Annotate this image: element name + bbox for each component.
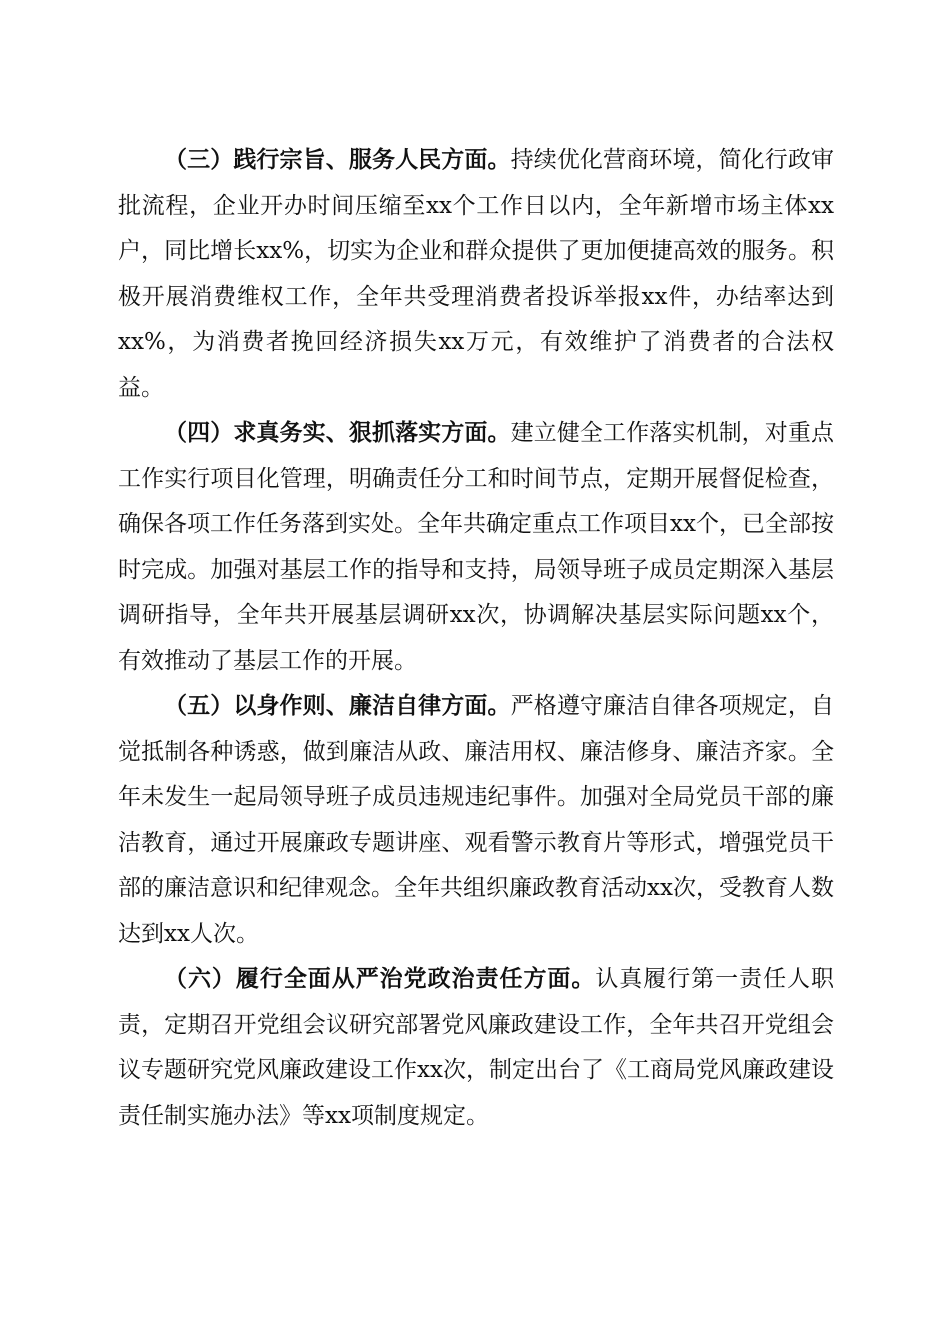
document-body <box>118 138 834 1139</box>
paragraph-heading: （四）求真务实、狠抓落实方面。 <box>164 420 511 446</box>
paragraph-5 <box>118 684 834 957</box>
paragraph-3 <box>118 138 834 411</box>
paragraph-text: 认真履行第一责任人职责，定期召开党组会议研究部署党风廉政建设工作，全年共召开党组会议专题研究党风廉政建设工作xx次，制定出台了《工商局党风廉政建设责任制实施办法》等xx项制度规定。 <box>118 966 835 1129</box>
paragraph-4 <box>118 411 834 684</box>
paragraph-heading: （六）履行全面从严治党政治责任方面。 <box>164 966 596 992</box>
paragraph-text: 持续优化营商环境，简化行政审批流程，企业开办时间压缩至xx个工作日以内，全年新增市场主体xx户，同比增长xx%，切实为企业和群众提供了更加便捷高效的服务。积极开展消费维权工作，全年共受理消费者投诉举报xx件，办结率达到xx%，为消费者挽回经济损失xx万元，有效维护了消费者的合法权益。 <box>118 147 835 401</box>
paragraph-heading: （五）以身作则、廉洁自律方面。 <box>164 693 511 719</box>
paragraph-6 <box>118 957 834 1139</box>
paragraph-text: 严格遵守廉洁自律各项规定，自觉抵制各种诱惑，做到廉洁从政、廉洁用权、廉洁修身、廉洁齐家。全年未发生一起局领导班子成员违规违纪事件。加强对全局党员干部的廉洁教育，通过开展廉政专题讲座、观看警示教育片等形式，增强党员干部的廉洁意识和纪律观念。全年共组织廉政教育活动xx次，受教育人数达到xx人次。 <box>118 693 835 947</box>
paragraph-text: 建立健全工作落实机制，对重点工作实行项目化管理，明确责任分工和时间节点，定期开展督促检查，确保各项工作任务落到实处。全年共确定重点工作项目xx个，已全部按时完成。加强对基层工作的指导和支持，局领导班子成员定期深入基层调研指导，全年共开展基层调研xx次，协调解决基层实际问题xx个，有效推动了基层工作的开展。 <box>118 420 835 674</box>
paragraph-heading: （三）践行宗旨、服务人民方面。 <box>164 147 511 173</box>
